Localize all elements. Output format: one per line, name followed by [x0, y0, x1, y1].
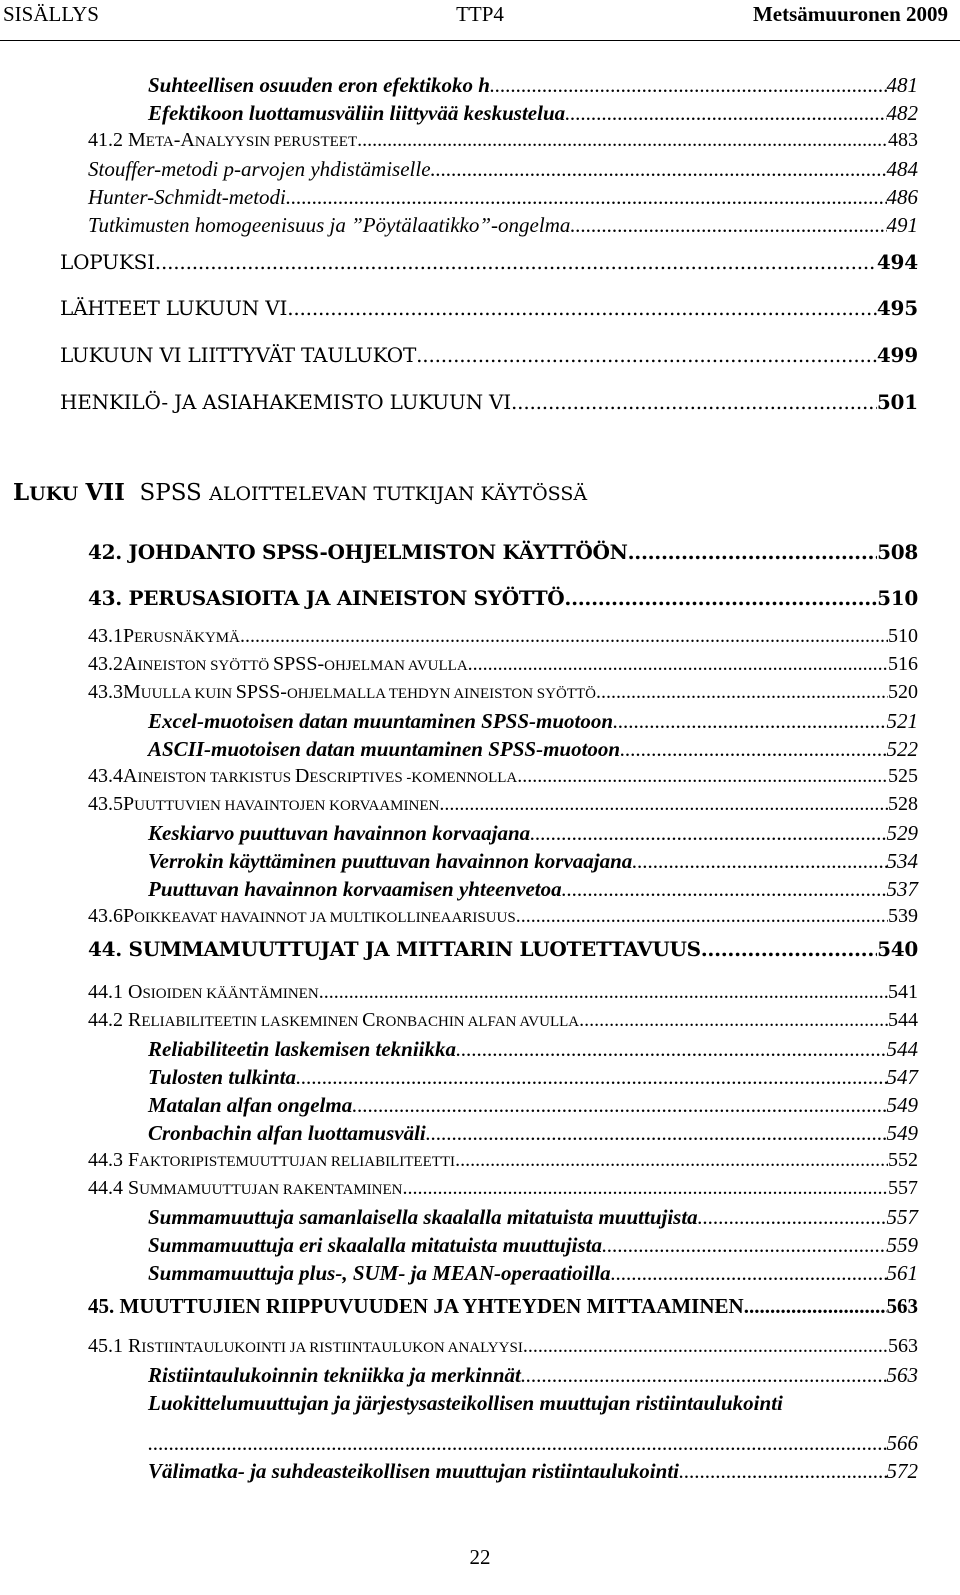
- toc-entry[interactable]: LÄHTEET LUKUUN VI ..... 495: [60, 296, 918, 320]
- toc-subsection-entry[interactable]: Keskiarvo puuttuvan havainnon korvaajana ..... 529: [148, 821, 918, 846]
- toc-subsection-entry[interactable]: Verrokin käyttäminen puuttuvan havainnon korvaajana ..... 534: [148, 849, 918, 874]
- running-header-center: TTP4: [456, 2, 504, 26]
- toc-section-entry[interactable]: 44.3 FAKTORIPISTEMUUTTUJAN RELIABILITEETTI ..... 552: [88, 1149, 918, 1172]
- toc-section-entry[interactable]: 43.3MUULLA KUIN SPSS-OHJELMALLA TEHDYN AINEISTON SYÖTTÖ ..... 520: [88, 681, 918, 704]
- running-header-left: SISÄLLYS: [3, 2, 99, 26]
- header-rule: [0, 40, 960, 41]
- toc-subsection-entry[interactable]: Luokittelumuuttujan ja järjestysasteikollisen muuttujan ristiintaulukointi: [148, 1391, 783, 1415]
- toc-subsection-entry[interactable]: Välimatka- ja suhdeasteikollisen muuttujan ristiintaulukointi ..... 572: [148, 1459, 918, 1484]
- toc-section-entry[interactable]: 41.2 META-ANALYYSIN PERUSTEET ..... 483: [88, 129, 918, 152]
- toc-subsection-entry[interactable]: ASCII-muotoisen datan muuntaminen SPSS-muotoon ..... 522: [148, 737, 918, 762]
- toc-subsection-entry[interactable]: Puuttuvan havainnon korvaamisen yhteenvetoa ..... 537: [148, 877, 918, 902]
- toc-entry[interactable]: Hunter-Schmidt-metodi ..... 486: [88, 185, 918, 210]
- toc-chapter-entry[interactable]: 44. SUMMAMUUTTUJAT JA MITTARIN LUOTETTAVUUS ..... 540: [88, 937, 918, 961]
- toc-subsection-entry[interactable]: Ristiintaulukoinnin tekniikka ja merkinnät ..... 563: [148, 1363, 918, 1388]
- toc-chapter-entry[interactable]: 45. MUUTTUJIEN RIIPPUVUUDEN JA YHTEYDEN MITTAAMINEN ..... 563: [88, 1294, 918, 1319]
- toc-entry[interactable]: LOPUKSI ..... 494: [60, 250, 918, 274]
- toc-subsection-continuation[interactable]: ..... 566: [148, 1431, 918, 1456]
- toc-subsection-entry[interactable]: Summamuuttuja samanlaisella skaalalla mitatuista muuttujista ..... 557: [148, 1205, 918, 1230]
- chapter-heading: LUKU VII SPSS ALOITTELEVAN TUTKIJAN KÄYTÖSSÄ: [13, 479, 588, 506]
- toc-subsection-entry[interactable]: Excel-muotoisen datan muuntaminen SPSS-muotoon ..... 521: [148, 709, 918, 734]
- toc-section-entry[interactable]: 43.4AINEISTON TARKISTUS DESCRIPTIVES -KOMENNOLLA ..... 525: [88, 765, 918, 788]
- toc-section-entry[interactable]: 45.1 RISTIINTAULUKOINTI JA RISTIINTAULUKON ANALYYSI ..... 563: [88, 1335, 918, 1358]
- toc-subsection-entry[interactable]: Matalan alfan ongelma ..... 549: [148, 1093, 918, 1118]
- toc-section-entry[interactable]: 43.2AINEISTON SYÖTTÖ SPSS-OHJELMAN AVULLA ..... 516: [88, 653, 918, 676]
- toc-subsection-entry[interactable]: Reliabiliteetin laskemisen tekniikka ..... 544: [148, 1037, 918, 1062]
- toc-subsection-entry[interactable]: Cronbachin alfan luottamusväli ..... 549: [148, 1121, 918, 1146]
- toc-section-entry[interactable]: 43.6POIKKEAVAT HAVAINNOT JA MULTIKOLLINEAARISUUS ..... 539: [88, 905, 918, 928]
- running-header-right: Metsämuuronen 2009: [752, 2, 948, 26]
- toc-subsection-entry[interactable]: Tulosten tulkinta ..... 547: [148, 1065, 918, 1090]
- toc-chapter-entry[interactable]: 43. PERUSASIOITA JA AINEISTON SYÖTTÖ ..... 510: [88, 586, 918, 610]
- toc-section-entry[interactable]: 44.2 RELIABILITEETIN LASKEMINEN CRONBACHIN ALFAN AVULLA ..... 544: [88, 1009, 918, 1032]
- toc-entry[interactable]: Efektikoon luottamusväliin liittyvää keskustelua ..... 482: [148, 101, 918, 126]
- toc-subsection-entry[interactable]: Summamuuttuja plus-, SUM- ja MEAN-operaatioilla ..... 561: [148, 1261, 918, 1286]
- toc-entry[interactable]: Suhteellisen osuuden eron efektikoko h ..... 481: [148, 73, 918, 98]
- toc-entry[interactable]: Tutkimusten homogeenisuus ja ”Pöytälaatikko”-ongelma ..... 491: [88, 213, 918, 238]
- toc-entry[interactable]: HENKILÖ- JA ASIAHAKEMISTO LUKUUN VI ..... 501: [60, 390, 918, 414]
- toc-subsection-entry[interactable]: Summamuuttuja eri skaalalla mitatuista muuttujista ..... 559: [148, 1233, 918, 1258]
- toc-section-entry[interactable]: 44.1 OSIOIDEN KÄÄNTÄMINEN ..... 541: [88, 981, 918, 1004]
- toc-entry[interactable]: LUKUUN VI LIITTYVÄT TAULUKOT ..... 499: [60, 343, 918, 367]
- toc-section-entry[interactable]: 43.5PUUTTUVIEN HAVAINTOJEN KORVAAMINEN ..... 528: [88, 793, 918, 816]
- page-number: 22: [469, 1545, 491, 1569]
- toc-entry[interactable]: Stouffer-metodi p-arvojen yhdistämiselle ..... 484: [88, 157, 918, 182]
- toc-chapter-entry[interactable]: 42. JOHDANTO SPSS-OHJELMISTON KÄYTTÖÖN ..... 508: [88, 540, 918, 564]
- toc-section-entry[interactable]: 43.1PERUSNÄKYMÄ ..... 510: [88, 625, 918, 648]
- toc-section-entry[interactable]: 44.4 SUMMAMUUTTUJAN RAKENTAMINEN ..... 557: [88, 1177, 918, 1200]
